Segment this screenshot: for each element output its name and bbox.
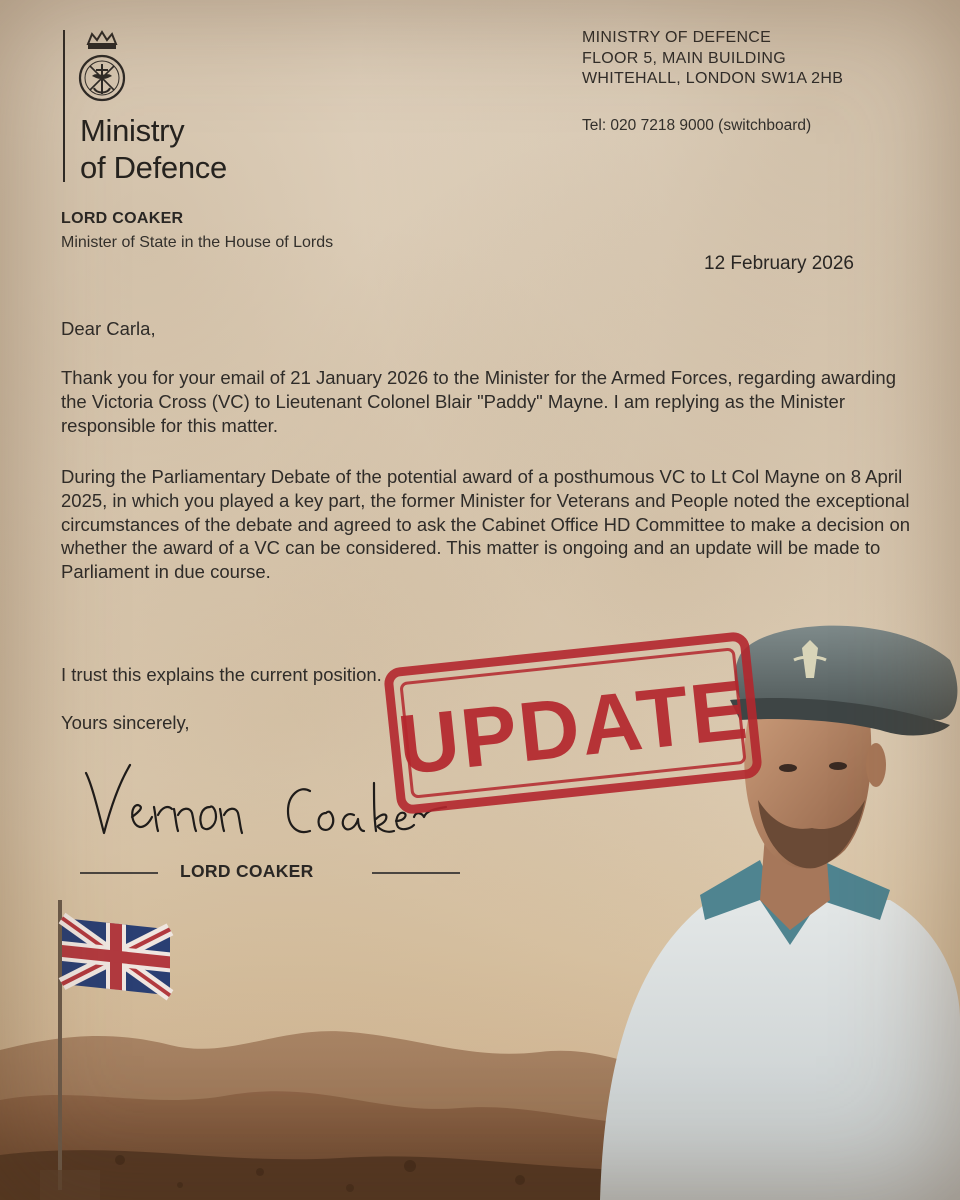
sender-role: Minister of State in the House of Lords xyxy=(61,234,334,251)
signature-rule-right xyxy=(372,872,460,874)
crest-divider xyxy=(63,30,65,182)
paragraph-1: Thank you for your email of 21 January 2026 to the Minister for the Armed Forces, regarding awarding the Victoria Cross (VC) to Lieutenant Colonel Blair "Paddy" Mayne. I am replying as the Minister responsible for this matter. xyxy=(61,367,896,436)
closing: Yours sincerely, xyxy=(61,712,190,733)
stamp-text: UPDATE xyxy=(393,661,753,793)
org-name: Ministry of Defence xyxy=(80,113,227,185)
letter-date: 12 February 2026 xyxy=(704,253,854,274)
paragraph-2: During the Parliamentary Debate of the potential award of a posthumous VC to Lt Col Mayne on 8 April 2025, in which you played a key part, the former Minister for Veterans and People noted the exceptional circumstances of the debate and agreed to ask the Cabinet Office HD Committee to make a decision on whether the award of a VC can be considered. This matter is ongoing and an update will be made to Parliament in due course. xyxy=(61,466,911,583)
signatory-name: LORD COAKER xyxy=(180,861,314,881)
union-jack-flag xyxy=(40,890,180,1200)
paragraph-3: I trust this explains the current position. xyxy=(61,664,382,685)
telephone: Tel: 020 7218 9000 (switchboard) xyxy=(582,117,812,134)
address-block xyxy=(582,28,843,90)
sender-name: LORD COAKER xyxy=(61,210,184,227)
mod-crest-icon xyxy=(76,30,128,110)
address-line: MINISTRY OF DEFENCE xyxy=(582,29,772,46)
address-line: WHITEHALL, LONDON SW1A 2HB xyxy=(582,70,844,87)
signature-rule-left xyxy=(80,872,158,874)
salutation: Dear Carla, xyxy=(61,318,156,339)
address-line: FLOOR 5, MAIN BUILDING xyxy=(582,49,786,67)
